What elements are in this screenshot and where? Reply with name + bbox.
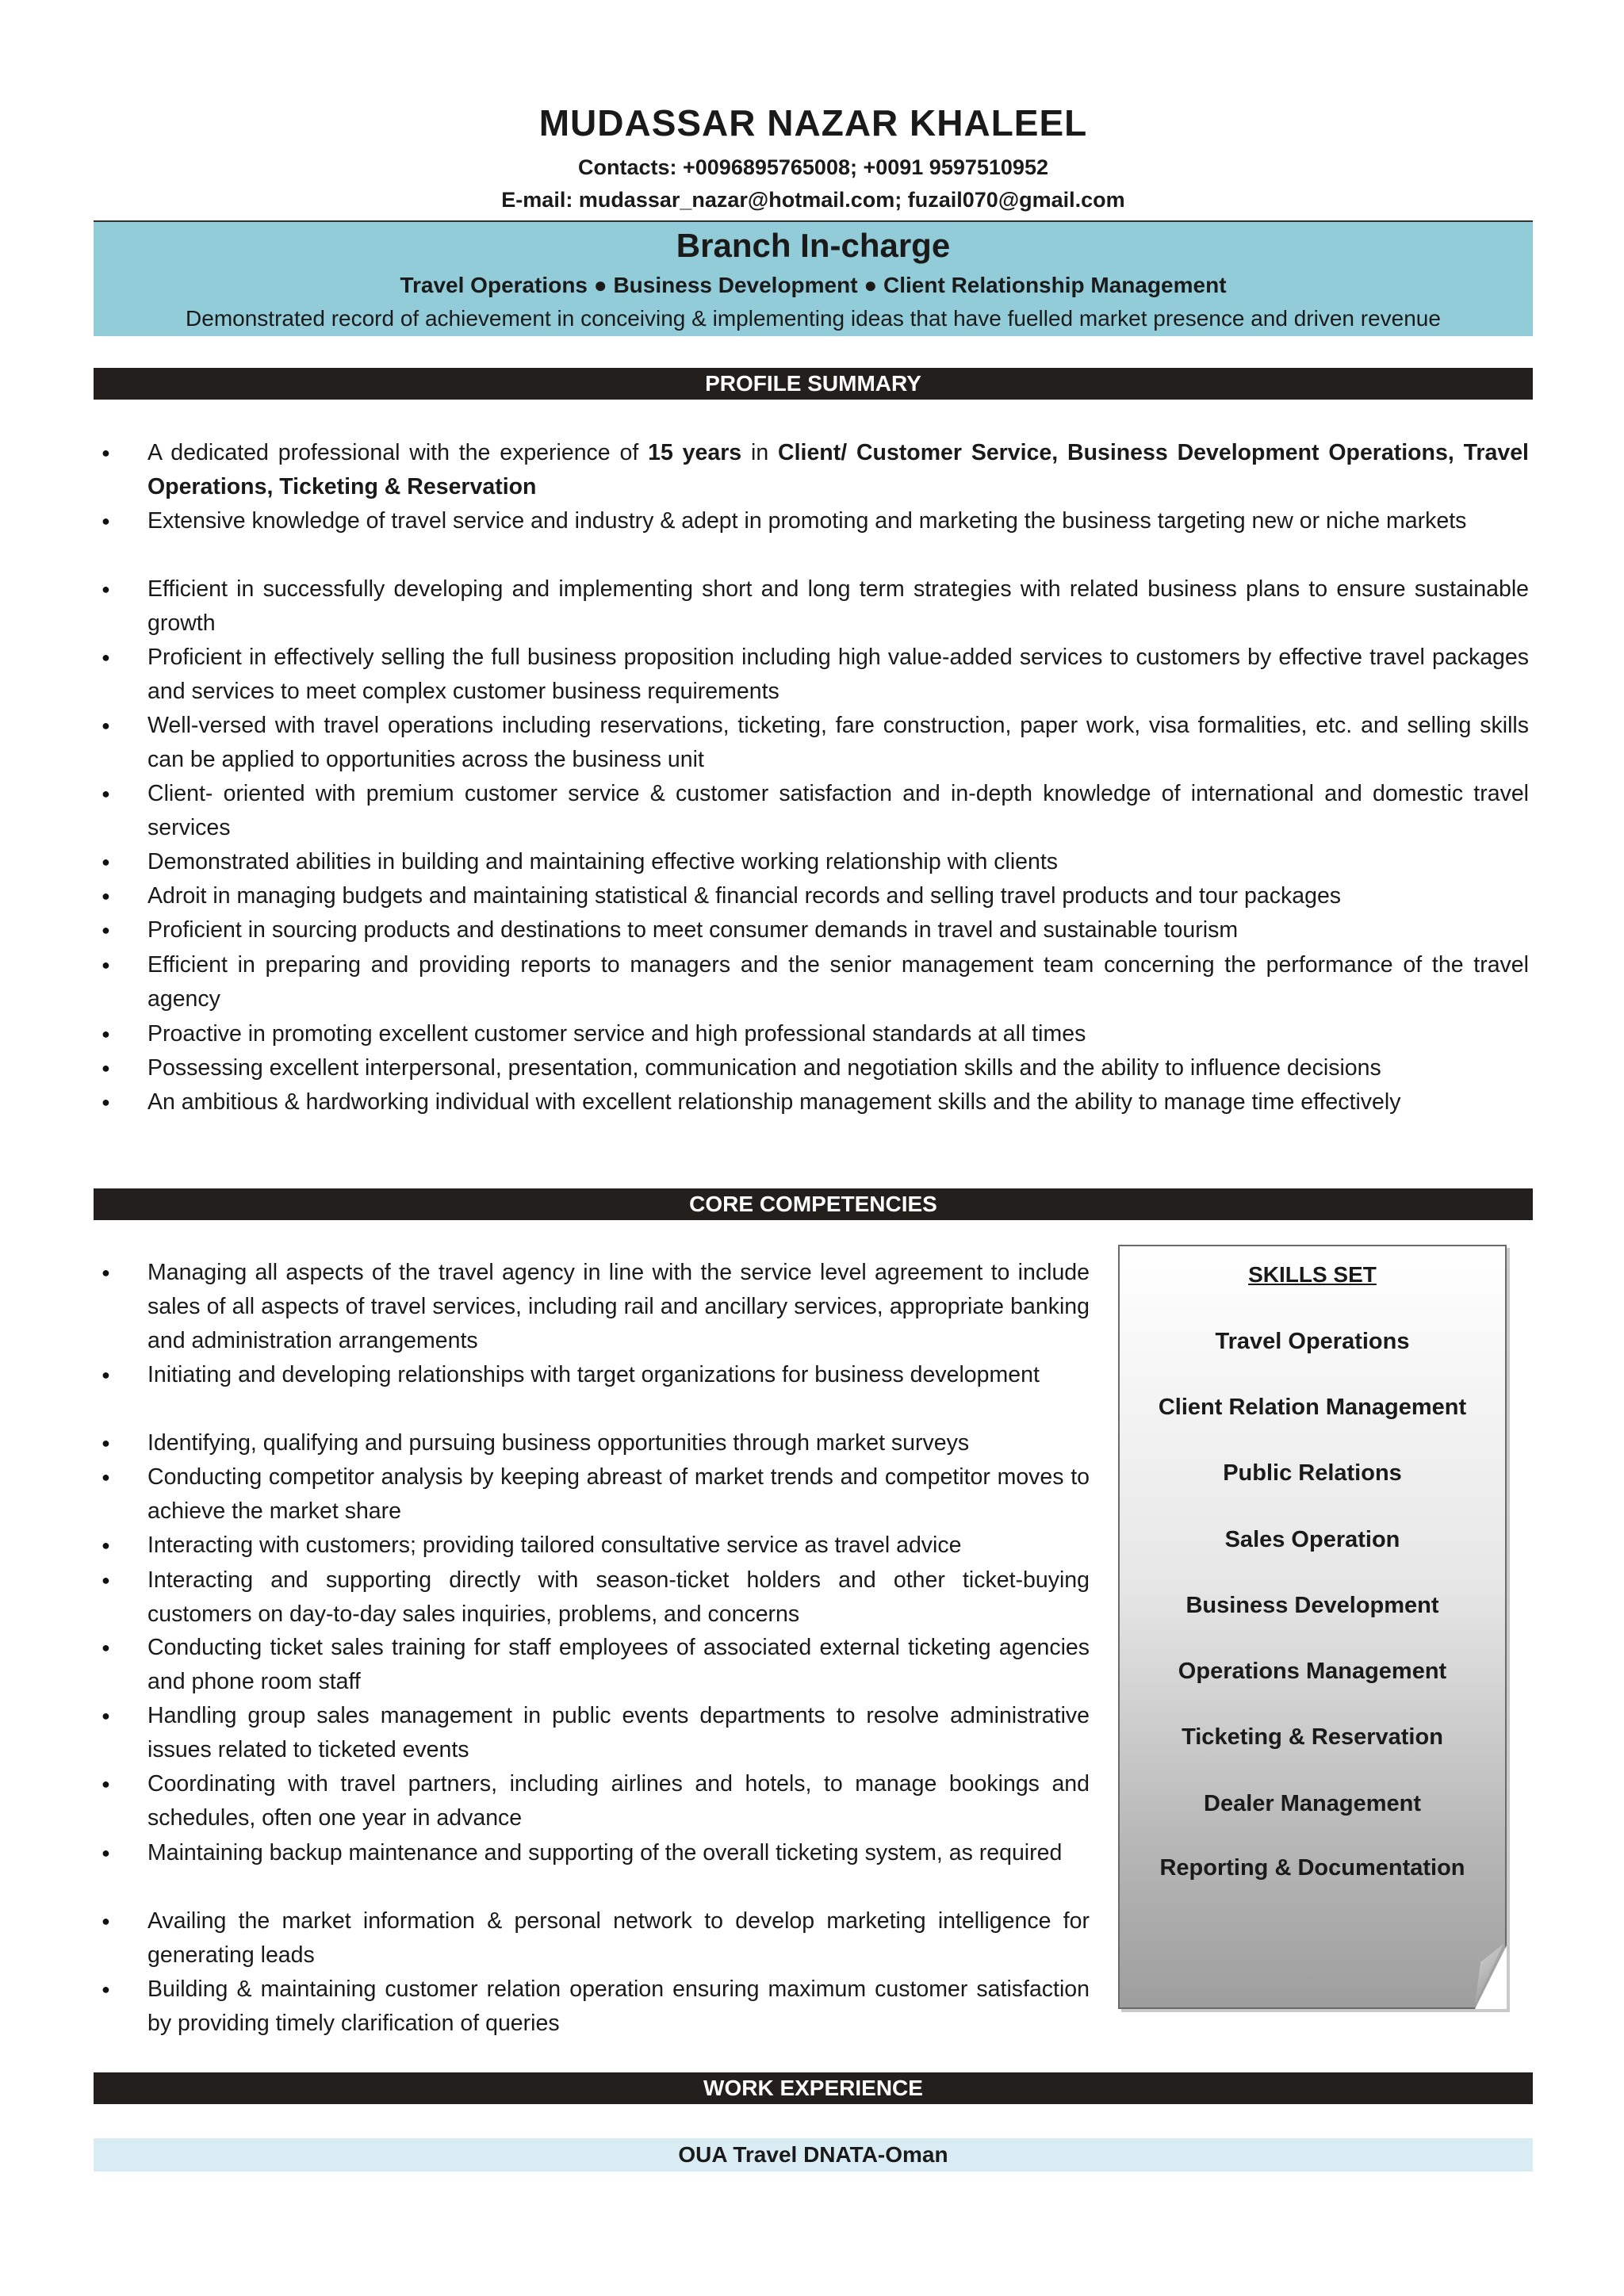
list-item: ● Building & maintaining customer relation operation ensuring maximum customer satisfaction by providing timely clarification of queries bbox=[147, 1973, 1090, 2041]
skills-set-box bbox=[1118, 1245, 1507, 2009]
contact-numbers: Contacts: +0096895765008; +0091 9597510952 bbox=[578, 155, 1048, 179]
list-item: ● Proactive in promoting excellent customer service and high professional standards at all times bbox=[147, 1017, 1529, 1051]
list-item: ● Availing the market information & personal network to develop marketing intelligence for generating leads bbox=[147, 1904, 1090, 1973]
headline-band bbox=[94, 220, 1533, 336]
list-item: ● Proficient in sourcing products and destinations to meet consumer demands in travel and sustainable tourism bbox=[147, 913, 1529, 947]
list-item: ● An ambitious & hardworking individual with excellent relationship management skills and the ability to manage time effectively bbox=[147, 1085, 1529, 1119]
list-item: ● Client- oriented with premium customer service & customer satisfaction and in-depth knowledge of international and domestic travel services bbox=[147, 777, 1529, 845]
company-name: OUA Travel DNATA-Oman bbox=[94, 2138, 1533, 2172]
list-item: ● Conducting competitor analysis by keeping abreast of market trends and competitor moves to achieve the market share bbox=[147, 1460, 1090, 1529]
skill-item: Sales Operation bbox=[1224, 1527, 1400, 1552]
skill-item: Reporting & Documentation bbox=[1159, 1855, 1465, 1881]
list-item: ● Demonstrated abilities in building and maintaining effective working relationship with clients bbox=[147, 845, 1529, 879]
skill-item: Public Relations bbox=[1223, 1460, 1402, 1486]
list-item: ● Efficient in successfully developing and implementing short and long term strategies with related business plans to ensure sustainable growth bbox=[147, 572, 1529, 641]
list-item: ● Interacting and supporting directly with season-ticket holders and other ticket-buying customers on day-to-day sales inquiries, problems, and concerns bbox=[147, 1563, 1090, 1632]
list-item: ● Adroit in managing budgets and maintaining statistical & financial records and selling travel products and tour packages bbox=[147, 879, 1529, 913]
skill-item: Business Development bbox=[1185, 1593, 1439, 1618]
list-item: ● Possessing excellent interpersonal, presentation, communication and negotiation skills and the ability to influence decisions bbox=[147, 1051, 1529, 1085]
skill-item: Travel Operations bbox=[1215, 1329, 1410, 1354]
job-title: Branch In-charge bbox=[676, 227, 951, 264]
section-work-experience: WORK EXPERIENCE bbox=[94, 2072, 1533, 2104]
candidate-name: MUDASSAR NAZAR KHALEEL bbox=[538, 102, 1088, 144]
list-item: ● Managing all aspects of the travel agency in line with the service level agreement to include sales of all aspects of travel services, including rail and ancillary services, appropriate banking and administration arrangements bbox=[147, 1256, 1090, 1358]
list-item: ● Handling group sales management in public events departments to resolve administrative issues related to ticketed events bbox=[147, 1699, 1090, 1767]
list-item: ● Interacting with customers; providing tailored consultative service as travel advice bbox=[147, 1529, 1090, 1563]
section-profile-summary: PROFILE SUMMARY bbox=[94, 368, 1533, 400]
skill-item: Ticketing & Reservation bbox=[1182, 1724, 1443, 1750]
skill-item: Dealer Management bbox=[1204, 1791, 1421, 1816]
email-addresses: E-mail: mudassar_nazar@hotmail.com; fuzail070@gmail.com bbox=[501, 188, 1125, 212]
list-item: ● Efficient in preparing and providing reports to managers and the senior management team concerning the performance of the travel agency bbox=[147, 948, 1529, 1016]
list-item: ● Coordinating with travel partners, including airlines and hotels, to manage bookings and schedules, often one year in advance bbox=[147, 1767, 1090, 1835]
list-item: ● Identifying, qualifying and pursuing business opportunities through market surveys bbox=[147, 1426, 1090, 1460]
skill-item: Operations Management bbox=[1178, 1659, 1447, 1684]
list-item: ● Proficient in effectively selling the full business proposition including high value-added services to customers by effective travel packages and services to meet complex customer business requirements bbox=[147, 641, 1529, 709]
list-item: ● Conducting ticket sales training for staff employees of associated external ticketing agencies and phone room staff bbox=[147, 1631, 1090, 1699]
headline-description: Demonstrated record of achievement in conceiving & implementing ideas that have fuelled market presence and driven revenue bbox=[186, 306, 1441, 331]
skills-set-title: SKILLS SET bbox=[1248, 1262, 1377, 1287]
list-item: ● Extensive knowledge of travel service and industry & adept in promoting and marketing the business targeting new or niche markets bbox=[147, 504, 1529, 538]
list-item: ● A dedicated professional with the experience of 15 years in Client/ Customer Service, Business Development Operations, Travel Operations, Ticketing & Reservation bbox=[147, 436, 1529, 504]
focus-areas: Travel Operations ● Business Development ● Client Relationship Management bbox=[400, 273, 1227, 297]
list-item: ● Initiating and developing relationships with target organizations for business development bbox=[147, 1358, 1090, 1392]
list-item: ● Maintaining backup maintenance and supporting of the overall ticketing system, as required bbox=[147, 1836, 1090, 1870]
list-item: ● Well-versed with travel operations including reservations, ticketing, fare construction, paper work, visa formalities, etc. and selling skills can be applied to opportunities across the business unit bbox=[147, 709, 1529, 777]
section-core-competencies: CORE COMPETENCIES bbox=[94, 1188, 1533, 1220]
skill-item: Client Relation Management bbox=[1158, 1395, 1467, 1420]
